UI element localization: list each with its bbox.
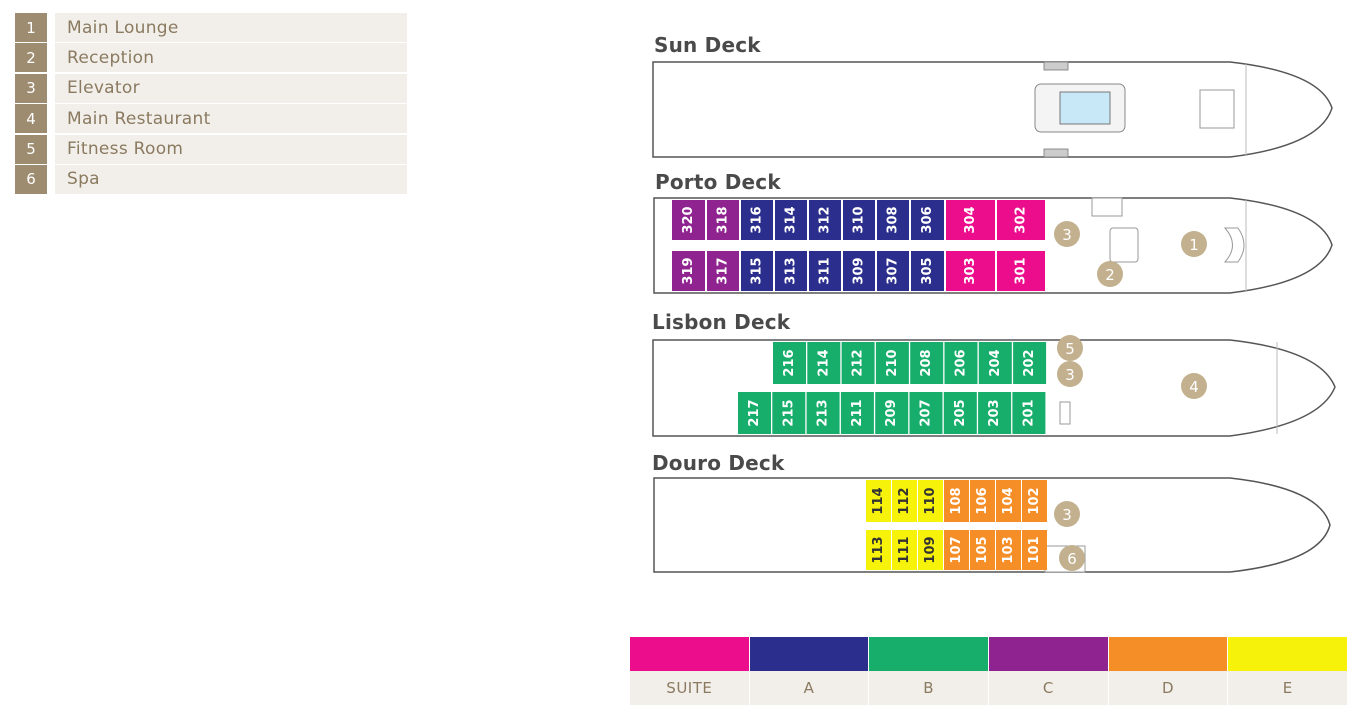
legend-label: Elevator: [55, 74, 407, 103]
cabin-number: 112: [897, 487, 912, 515]
cabin-number: 310: [851, 206, 867, 234]
cabin-number: 317: [715, 257, 731, 285]
cabin-number: 210: [884, 349, 900, 377]
cabin-number: 306: [920, 206, 935, 234]
legend-row-reception: [15, 43, 407, 73]
legend-number: 6: [15, 165, 47, 194]
facility-marker-number: 3: [1062, 226, 1072, 244]
cabin-number: 106: [975, 487, 990, 515]
legend-label: Reception: [55, 43, 407, 72]
category-c: [989, 637, 1108, 705]
facility-marker-number: 3: [1065, 366, 1075, 384]
legend-row-fitness-room: [15, 135, 407, 165]
category-label: SUITE: [630, 671, 749, 705]
deck-title-porto: Porto Deck: [655, 170, 781, 194]
category-swatch: [989, 637, 1108, 671]
cabin-number: 205: [952, 399, 968, 427]
facility-marker-number: 2: [1105, 266, 1115, 284]
deck-title-sun: Sun Deck: [654, 33, 761, 57]
cabin-number: 303: [963, 257, 978, 285]
cabin-number: 305: [920, 257, 935, 285]
cabin-number: 318: [715, 206, 731, 234]
porto-deck-cabins-top: [672, 200, 1045, 240]
category-swatch: [630, 637, 749, 671]
cabin-number: 203: [987, 399, 1003, 427]
cabin-number: 216: [782, 349, 797, 377]
category-a: [750, 637, 869, 705]
cabin-number: 304: [963, 206, 978, 234]
category-swatch: [869, 637, 988, 671]
cabin-number: 209: [884, 399, 900, 427]
cabin-number: 312: [817, 206, 833, 234]
douro-deck-cabins-bottom: [866, 530, 1047, 570]
cabin-number: 101: [1027, 536, 1042, 564]
cabin-number: 302: [1013, 206, 1029, 234]
cabin-number: 211: [849, 399, 865, 427]
cabin-number: 313: [783, 257, 799, 285]
facility-marker-number: 1: [1189, 236, 1199, 254]
cabin-number: 212: [850, 349, 866, 377]
legend-row-main-restaurant: [15, 104, 407, 134]
cabin-number: 102: [1027, 487, 1042, 515]
cabin-number: 202: [1022, 349, 1038, 377]
stair-icon: [1044, 149, 1068, 157]
lisbon-deck-cabins-bottom: [738, 392, 1045, 434]
legend-label: Main Lounge: [55, 13, 407, 42]
cabin-number: 316: [749, 206, 765, 234]
category-b: [869, 637, 988, 705]
deck-plan: [640, 50, 1350, 580]
legend-number: 5: [15, 135, 47, 164]
cabin-number: 103: [1001, 536, 1016, 564]
cabin-number: 217: [747, 399, 762, 427]
legend-label: Spa: [55, 165, 407, 194]
cabin-number: 208: [919, 349, 935, 377]
douro-deck-cabins-top: [866, 480, 1047, 522]
cabin-number: 206: [953, 349, 969, 377]
cabin-number: 113: [871, 536, 886, 564]
legend-number: 2: [15, 43, 47, 72]
deck-title-lisbon: Lisbon Deck: [652, 310, 791, 334]
cabin-number: 111: [897, 536, 912, 564]
category-label: D: [1109, 671, 1228, 705]
cabin-number: 320: [681, 206, 696, 234]
cabin-category-legend: [630, 637, 1347, 705]
legend-row-spa: [15, 165, 407, 195]
cabin-number: 108: [949, 487, 964, 515]
cabin-number: 110: [923, 487, 938, 515]
cabin-number: 201: [1021, 399, 1037, 427]
category-swatch: [1228, 637, 1347, 671]
cabin-number: 214: [816, 349, 832, 377]
cabin-number: 215: [781, 399, 797, 427]
cabin-number: 204: [987, 349, 1003, 377]
category-d: [1109, 637, 1228, 705]
legend-number: 4: [15, 104, 47, 133]
porto-deck-cabins-bottom: [672, 251, 1045, 291]
cabin-number: 319: [681, 257, 696, 285]
cabin-number: 307: [885, 257, 901, 285]
legend-number: 3: [15, 74, 47, 103]
facility-marker-number: 4: [1189, 378, 1199, 396]
category-label: A: [750, 671, 869, 705]
category-label: C: [989, 671, 1108, 705]
legend-number: 1: [15, 13, 47, 42]
cabin-number: 314: [783, 206, 799, 234]
cabin-number: 301: [1013, 257, 1029, 285]
sun-deck-hull: [653, 62, 1332, 157]
cabin-number: 207: [918, 399, 934, 427]
category-e: [1228, 637, 1347, 705]
legend-label: Fitness Room: [55, 135, 407, 164]
category-swatch: [750, 637, 869, 671]
cabin-number: 315: [749, 257, 765, 285]
cabin-number: 104: [1001, 487, 1016, 515]
category-suite: [630, 637, 749, 705]
cabin-number: 309: [851, 257, 867, 285]
facility-marker-number: 5: [1065, 340, 1075, 358]
stair-icon: [1044, 62, 1068, 70]
cabin-number: 311: [817, 257, 833, 285]
cabin-number: 308: [885, 206, 901, 234]
cabin-number: 109: [923, 536, 938, 564]
facility-marker-number: 3: [1062, 506, 1072, 524]
category-swatch: [1109, 637, 1228, 671]
category-label: E: [1228, 671, 1347, 705]
deck-title-douro: Douro Deck: [652, 451, 785, 475]
category-label: B: [869, 671, 988, 705]
wheelhouse: [1200, 90, 1234, 128]
facility-marker-number: 6: [1067, 550, 1077, 568]
cabin-number: 114: [871, 487, 886, 515]
legend-row-elevator: [15, 74, 407, 104]
facilities-legend: [15, 13, 407, 195]
cabin-number: 105: [975, 536, 990, 564]
cabin-number: 107: [949, 536, 964, 564]
legend-label: Main Restaurant: [55, 104, 407, 133]
pool: [1060, 92, 1110, 124]
legend-row-main-lounge: [15, 13, 407, 43]
cabin-number: 213: [815, 399, 831, 427]
